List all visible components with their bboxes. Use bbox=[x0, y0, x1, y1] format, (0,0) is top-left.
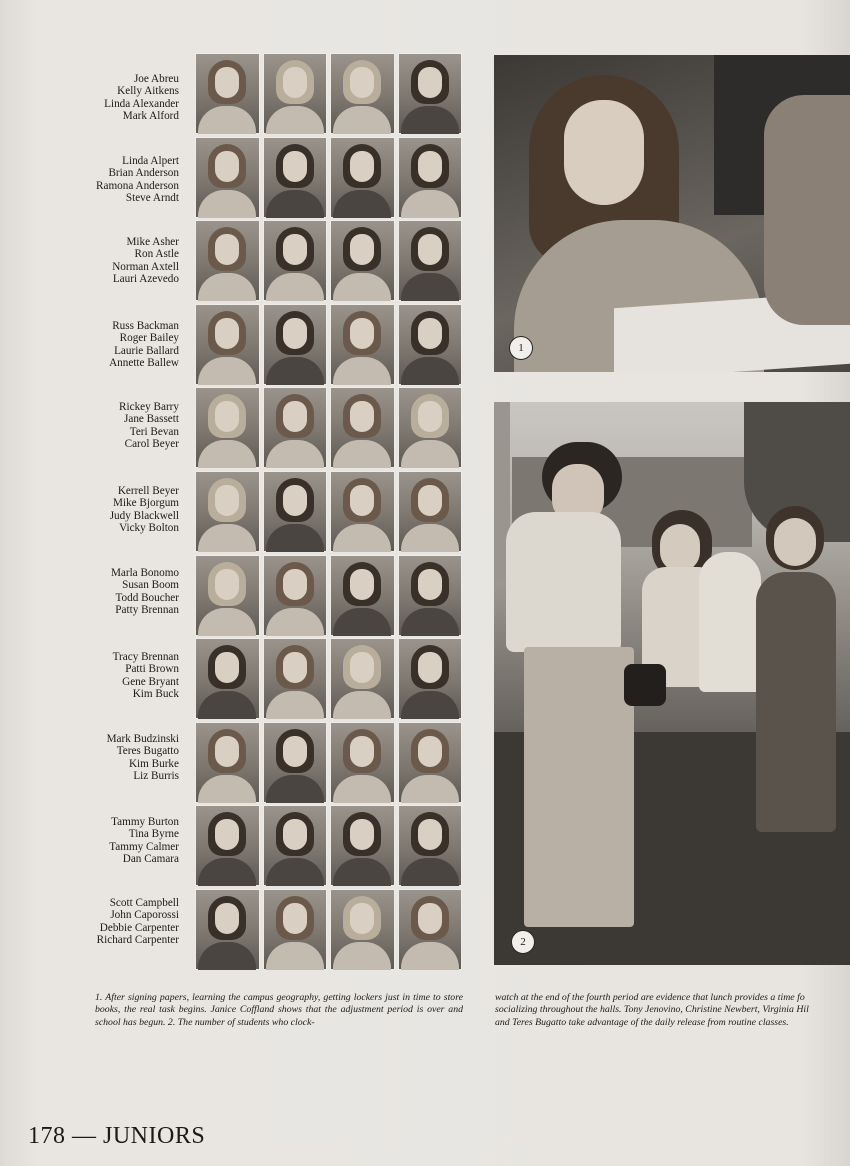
student-portrait bbox=[195, 555, 260, 636]
student-portrait bbox=[263, 889, 328, 970]
student-portrait bbox=[330, 304, 395, 385]
student-name: Norman Axtell bbox=[112, 260, 179, 273]
name-group-1 bbox=[60, 73, 179, 123]
student-portrait bbox=[195, 889, 260, 970]
student-name: Linda Alpert bbox=[122, 155, 179, 167]
student-portrait bbox=[263, 555, 328, 636]
student-portrait bbox=[195, 220, 260, 301]
student-portrait bbox=[398, 805, 463, 886]
student-name: Tammy Calmer bbox=[109, 840, 179, 853]
student-portrait bbox=[330, 53, 395, 134]
student-portrait bbox=[398, 53, 463, 134]
student-portrait bbox=[330, 471, 395, 552]
photo-caption-left: 1. After signing papers, learning the campus geography, getting lockers just in time to store books, the real task begins. Janice Coffland shows that the adjustment period is over and school has begun. 2. The number of students who clock- bbox=[95, 992, 463, 1028]
student-name: Mark Alford bbox=[122, 110, 179, 123]
student-name: Kelly Aitkens bbox=[117, 85, 179, 98]
student-portrait bbox=[263, 638, 328, 719]
student-name: Teres Bugatto bbox=[116, 745, 179, 758]
student-shirt bbox=[506, 512, 621, 652]
student-portrait bbox=[263, 387, 328, 468]
page-folio bbox=[28, 1123, 205, 1150]
portrait-row bbox=[195, 220, 462, 301]
student-name: Todd Boucher bbox=[115, 591, 179, 604]
student-name: Debbie Carpenter bbox=[99, 921, 179, 934]
student-name: Patti Brown bbox=[125, 663, 179, 676]
portrait-row bbox=[195, 805, 462, 886]
student-portrait bbox=[195, 304, 260, 385]
student-portrait bbox=[330, 555, 395, 636]
student-portrait bbox=[330, 722, 395, 803]
student-name: Richard Carpenter bbox=[96, 934, 179, 947]
name-group-11 bbox=[60, 897, 179, 947]
student-name: Scott Campbell bbox=[109, 897, 179, 909]
student-portrait bbox=[330, 220, 395, 301]
portrait-row bbox=[195, 638, 462, 719]
student-name: Russ Backman bbox=[112, 320, 179, 332]
caption-line: watch at the end of the fourth period are evidence that lunch provides a time fo bbox=[495, 992, 805, 1003]
caption-line: and Teres Bugatto take advantage of the daily release from routine classes. bbox=[495, 1016, 789, 1028]
photo-number-badge: 1 bbox=[509, 336, 533, 360]
name-group-5 bbox=[60, 401, 179, 451]
student-name: Roger Bailey bbox=[119, 332, 179, 345]
student-name: Joe Abreu bbox=[133, 73, 179, 85]
student-name: Ramona Anderson bbox=[96, 179, 179, 192]
student-name: Annette Ballew bbox=[109, 357, 179, 370]
student-dress bbox=[756, 572, 836, 832]
student-name: Linda Alexander bbox=[104, 97, 179, 110]
portrait-row bbox=[195, 53, 462, 134]
student-portrait bbox=[398, 137, 463, 218]
student-name: Liz Burris bbox=[133, 770, 179, 783]
student-portrait bbox=[263, 137, 328, 218]
student-portrait bbox=[330, 638, 395, 719]
student-portrait bbox=[398, 387, 463, 468]
student-name: Mark Budzinski bbox=[106, 733, 179, 745]
student-name: Ron Astle bbox=[134, 248, 179, 261]
student-portrait bbox=[195, 137, 260, 218]
student-face bbox=[660, 524, 700, 572]
student-portrait bbox=[330, 805, 395, 886]
student-portrait bbox=[330, 889, 395, 970]
portrait-row bbox=[195, 387, 462, 468]
student-name: Teri Bevan bbox=[129, 425, 179, 438]
portrait-row bbox=[195, 555, 462, 636]
student-portrait bbox=[398, 471, 463, 552]
name-group-10 bbox=[60, 816, 179, 866]
student-face bbox=[564, 100, 644, 205]
student-name: Judy Blackwell bbox=[109, 509, 179, 522]
portrait-row bbox=[195, 889, 462, 970]
student-name: Steve Arndt bbox=[125, 192, 179, 205]
name-group-3 bbox=[60, 236, 179, 286]
student-name: Marla Bonomo bbox=[110, 567, 179, 579]
student-portrait bbox=[398, 304, 463, 385]
student-name: Tammy Burton bbox=[111, 816, 179, 828]
student-name: Carol Beyer bbox=[124, 438, 179, 451]
student-name: Dan Camara bbox=[122, 853, 179, 866]
student-name: Laurie Ballard bbox=[114, 344, 179, 357]
student-name: Kim Burke bbox=[128, 757, 179, 770]
student-name: Kim Buck bbox=[132, 688, 179, 701]
student-name: Gene Bryant bbox=[122, 675, 179, 688]
student-portrait bbox=[263, 53, 328, 134]
folio-separator: — bbox=[72, 1123, 97, 1149]
student-name: Mike Asher bbox=[126, 236, 179, 248]
candid-photo-outdoors bbox=[494, 402, 850, 965]
student-portrait bbox=[195, 471, 260, 552]
name-group-8 bbox=[60, 651, 179, 701]
student-portrait bbox=[398, 889, 463, 970]
student-portrait bbox=[263, 471, 328, 552]
portrait-row bbox=[195, 304, 462, 385]
student-name: John Caporossi bbox=[110, 909, 179, 922]
student-portrait bbox=[398, 638, 463, 719]
student-name: Patty Brennan bbox=[115, 604, 179, 617]
page-number: 178 bbox=[28, 1123, 66, 1149]
student-portrait bbox=[195, 638, 260, 719]
student-name: Tina Byrne bbox=[128, 828, 179, 841]
student-name: Kerrell Beyer bbox=[117, 485, 179, 497]
student-portrait bbox=[195, 805, 260, 886]
name-group-9 bbox=[60, 733, 179, 783]
portrait-row bbox=[195, 471, 462, 552]
student-portrait bbox=[398, 555, 463, 636]
student-name: Brian Anderson bbox=[108, 167, 179, 180]
background-student bbox=[764, 95, 850, 325]
name-group-7 bbox=[60, 567, 179, 617]
name-group-2 bbox=[60, 155, 179, 205]
name-group-4 bbox=[60, 320, 179, 370]
student-name: Mike Bjorgum bbox=[113, 497, 179, 510]
section-title: JUNIORS bbox=[103, 1123, 206, 1149]
student-name: Vicky Bolton bbox=[119, 522, 179, 535]
student-name: Lauri Azevedo bbox=[112, 273, 179, 286]
student-portrait bbox=[195, 722, 260, 803]
student-portrait bbox=[398, 722, 463, 803]
student-name: Tracy Brennan bbox=[112, 651, 179, 663]
candid-photo-classroom bbox=[494, 55, 850, 372]
portrait-grid bbox=[195, 53, 462, 973]
student-name: Susan Boom bbox=[122, 579, 179, 592]
handbag bbox=[624, 664, 666, 706]
student-name: Rickey Barry bbox=[119, 401, 179, 413]
student-portrait bbox=[263, 805, 328, 886]
student-name: Jane Bassett bbox=[124, 413, 179, 426]
name-group-6 bbox=[60, 485, 179, 535]
student-trousers bbox=[524, 647, 634, 927]
student-portrait bbox=[195, 53, 260, 134]
photo-caption-right bbox=[495, 992, 850, 1029]
student-jacket bbox=[699, 552, 761, 692]
student-portrait bbox=[263, 722, 328, 803]
student-portrait bbox=[263, 220, 328, 301]
portrait-row bbox=[195, 722, 462, 803]
student-portrait bbox=[195, 387, 260, 468]
student-portrait bbox=[263, 304, 328, 385]
portrait-row bbox=[195, 137, 462, 218]
student-face bbox=[774, 518, 816, 566]
student-portrait bbox=[330, 387, 395, 468]
student-portrait bbox=[330, 137, 395, 218]
student-portrait bbox=[398, 220, 463, 301]
photo-number-badge: 2 bbox=[511, 930, 535, 954]
caption-line: socializing throughout the halls. Tony Jenovino, Christine Newbert, Virginia Hil bbox=[495, 1004, 809, 1016]
